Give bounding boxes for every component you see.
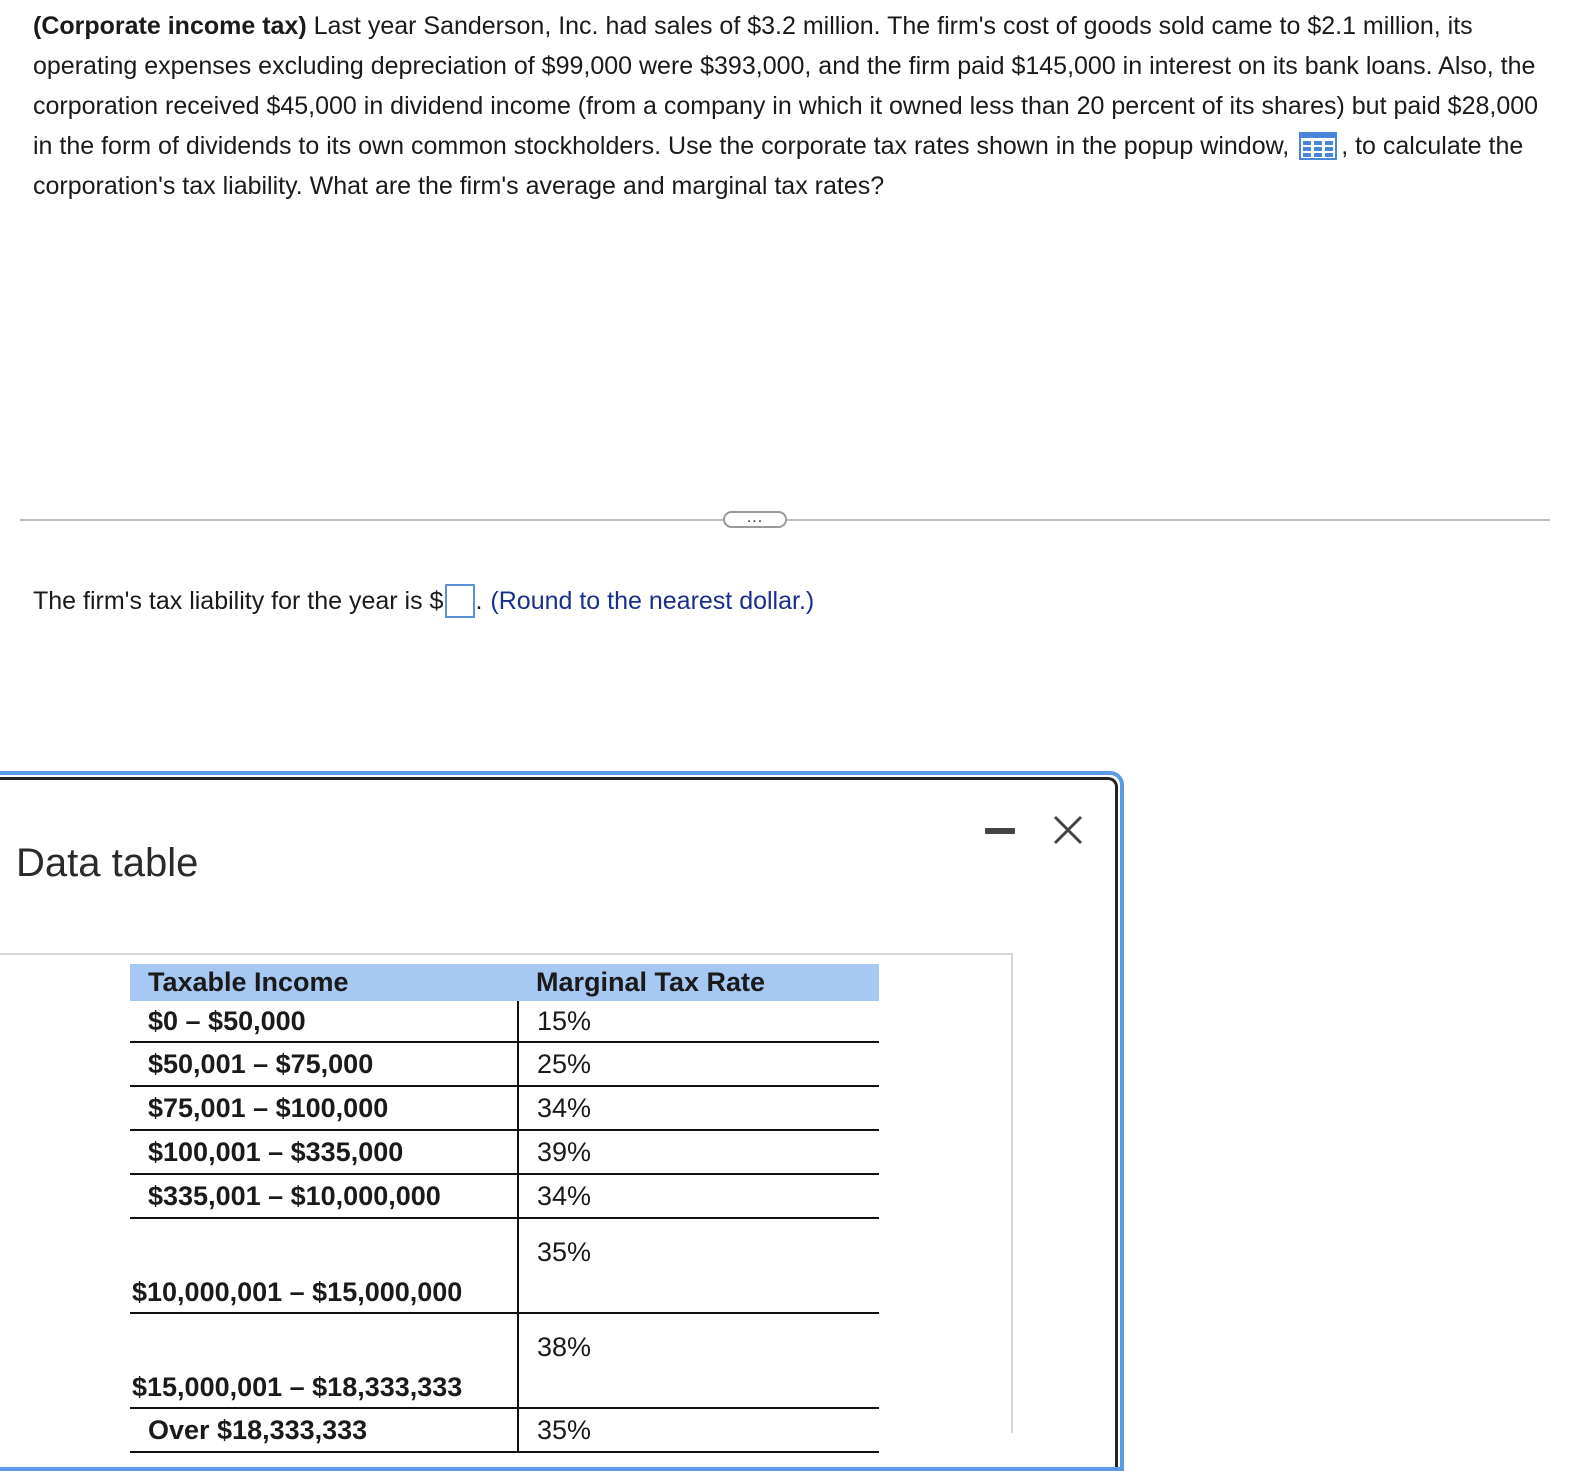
header-marginal-tax-rate: Marginal Tax Rate [518, 964, 879, 1001]
income-bracket: $335,001 – $10,000,000 [130, 1174, 518, 1218]
table-row [130, 1042, 879, 1086]
income-bracket: $15,000,001 – $18,333,333 [130, 1313, 518, 1408]
tax-rate: 38% [518, 1313, 879, 1408]
table-row [130, 1086, 879, 1130]
tax-rate: 39% [518, 1130, 879, 1174]
question-body-part1: Last year Sanderson, Inc. had sales of $3.2 million. The firm's cost of goods sold came to $2.1 million, its operating expenses excluding depreciation of $99,000 were $393,000, and the firm paid $145,000 in interest on its bank loans. Also, the corporation received $45,000 in dividend income (from a company in which it owned less than 20 percent of its shares) but paid $28,000 in the form of dividends to its own common stockholders. Use the corporate tax rates shown in the popup window, [33, 12, 1539, 160]
tax-rate: 35% [518, 1218, 879, 1313]
table-row [130, 1001, 879, 1042]
question-body-part2: , to calculate the corporation's tax liability. What are the firm's average and marginal tax rates? [33, 132, 1524, 200]
income-bracket: Over $18,333,333 [130, 1408, 518, 1452]
tax-rate: 34% [518, 1174, 879, 1218]
popup-title: Data table [16, 841, 199, 885]
table-row [130, 1174, 879, 1218]
answer-line [33, 580, 814, 622]
data-table-grid-icon[interactable] [1299, 132, 1337, 160]
income-bracket: $100,001 – $335,000 [130, 1130, 518, 1174]
tax-rate: 34% [518, 1086, 879, 1130]
close-icon [1048, 810, 1088, 850]
expand-more-button[interactable]: ... [723, 511, 787, 528]
income-bracket: $0 – $50,000 [130, 1001, 518, 1042]
rounding-hint: (Round to the nearest dollar.) [490, 587, 815, 615]
answer-prefix: The firm's tax liability for the year is $ [33, 587, 444, 615]
tax-rate-table [130, 964, 879, 1453]
minimize-button[interactable] [985, 828, 1015, 834]
income-bracket: $10,000,001 – $15,000,000 [130, 1218, 518, 1313]
table-row [130, 1408, 879, 1452]
header-taxable-income: Taxable Income [130, 964, 518, 1001]
tax-liability-input[interactable] [445, 584, 475, 618]
income-bracket: $50,001 – $75,000 [130, 1042, 518, 1086]
table-row [130, 1130, 879, 1174]
tax-rate: 35% [518, 1408, 879, 1452]
table-header-row [130, 964, 879, 1001]
close-button[interactable] [1048, 810, 1088, 850]
table-row [130, 1218, 879, 1313]
question-text [33, 6, 1548, 206]
question-title: (Corporate income tax) [33, 12, 307, 40]
table-row [130, 1313, 879, 1408]
income-bracket: $75,001 – $100,000 [130, 1086, 518, 1130]
tax-rate: 25% [518, 1042, 879, 1086]
answer-suffix: . [475, 587, 483, 615]
tax-rate: 15% [518, 1001, 879, 1042]
